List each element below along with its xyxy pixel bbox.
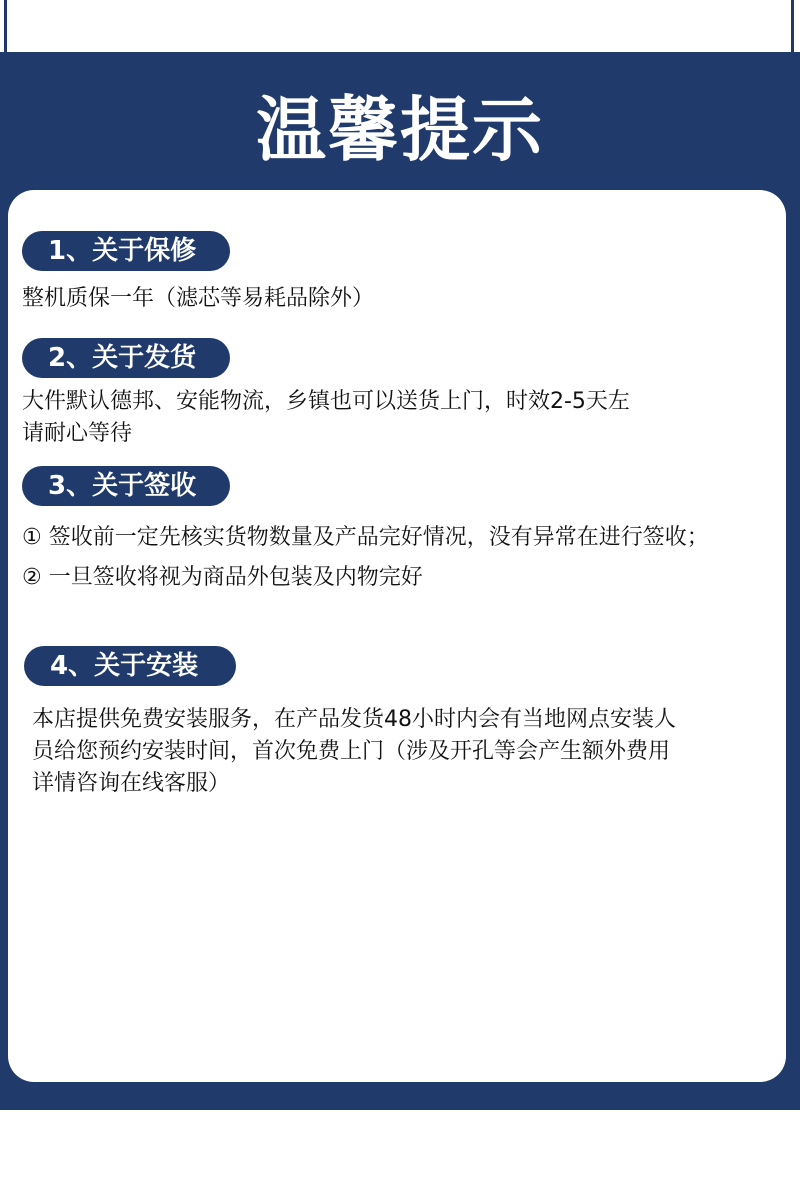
- signing-text-line-2: ② 一旦签收将视为商品外包装及内物完好: [22, 565, 423, 590]
- warranty-text-line-1: 整机质保一年（滤芯等易耗品除外）: [22, 286, 375, 311]
- section-heading-shipping: 2、关于发货: [22, 338, 230, 378]
- top-white-strip: [4, 0, 794, 52]
- installation-text-line-1: 本店提供免费安装服务，在产品发货48小时内会有当地网点安装人: [32, 707, 676, 732]
- section-heading-warranty: 1、关于保修: [22, 231, 230, 271]
- notice-card: [8, 190, 786, 1082]
- shipping-text-line-2: 请耐心等待: [22, 421, 133, 446]
- installation-text-line-3: 详情咨询在线客服）: [32, 771, 231, 796]
- page-title: 温馨提示: [256, 89, 544, 171]
- section-heading-installation: 4、关于安装: [24, 646, 236, 686]
- shipping-text-line-1: 大件默认德邦、安能物流，乡镇也可以送货上门，时效2-5天左: [22, 389, 630, 414]
- signing-text-line-1: ① 签收前一定先核实货物数量及产品完好情况，没有异常在进行签收；: [22, 525, 709, 550]
- installation-text-line-2: 员给您预约安装时间，首次免费上门（涉及开孔等会产生额外费用: [32, 739, 671, 764]
- section-heading-signing: 3、关于签收: [22, 466, 230, 506]
